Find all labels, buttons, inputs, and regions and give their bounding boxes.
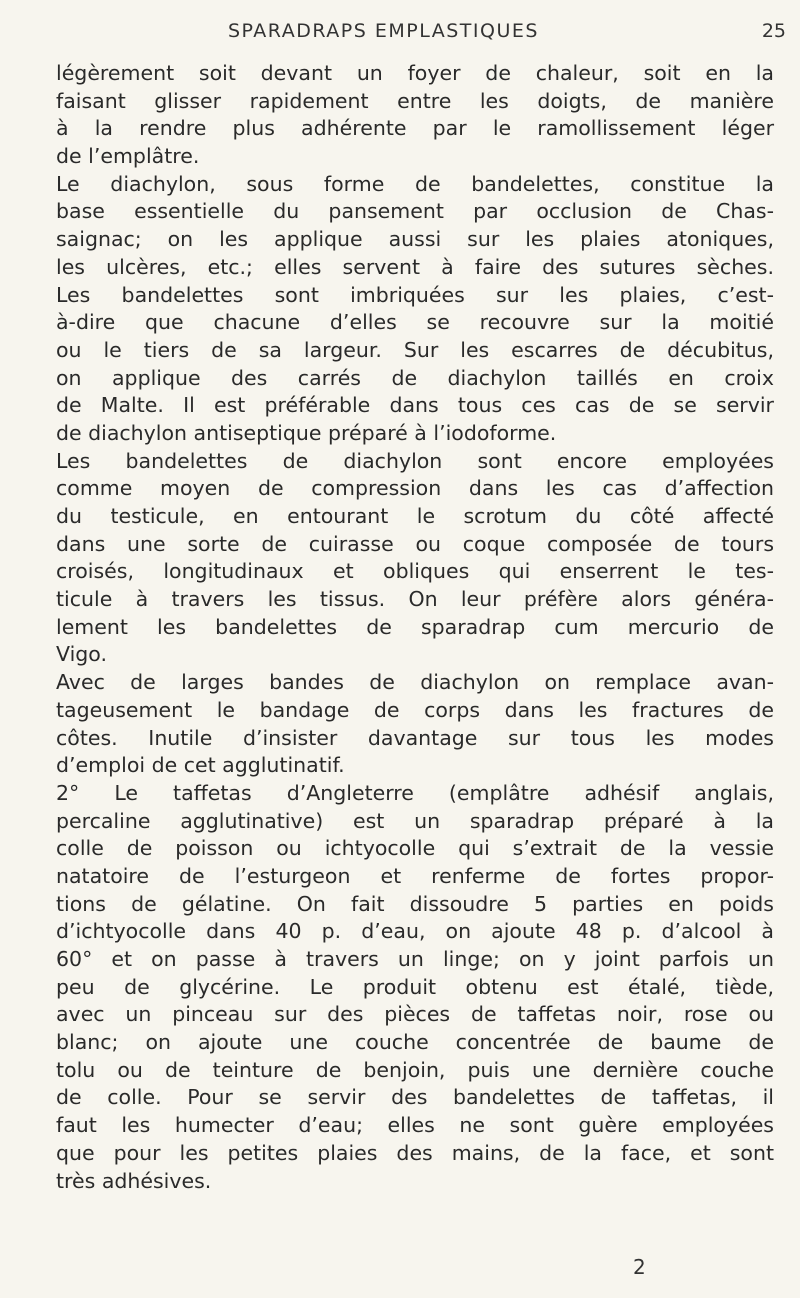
text-line-with-italic: 2° Le taffetas d’Angleterre (emplâtre adhésif anglais, [56,780,774,805]
text-line: de colle. Pour se servir des bandelettes de taffetas, il [56,1085,774,1110]
text-line: tions de gélatine. On fait dissoudre 5 parties en poids [56,891,774,916]
text-line: saignac; on les applique aussi sur les plaies atoniques, [56,227,774,252]
text-line: ou le tiers de sa largeur. Sur les escarres de décubitus, [56,337,774,362]
signature-mark: 2 [633,1255,646,1279]
text-line: croisés, longitudinaux et obliques qui enserrent le tes- [56,559,774,584]
text-line: base essentielle du pansement par occlusion de Chas- [56,199,774,224]
text-line: faut les humecter d’eau; elles ne sont guère employées [56,1113,774,1138]
text-line: Le diachylon, sous forme de bandelettes, constitue la [56,171,774,196]
text-line: Vigo. [56,642,107,667]
text-line: de l’emplâtre. [56,144,200,169]
text-line: à la rendre plus adhérente par le ramollissement léger [56,116,774,141]
text-line: Les bandelettes de diachylon sont encore employées [56,448,774,473]
text-line: d’ichtyocolle dans 40 p. d’eau, on ajoute 48 p. d’alcool à [56,919,774,944]
text-line: colle de poisson ou ichtyocolle qui s’extrait de la vessie [56,836,774,861]
text-line: dans une sorte de cuirasse ou coque composée de tours [56,531,774,556]
text-line: 60° et on passe à travers un linge; on y joint parfois un [56,947,774,971]
text-line: faisant glisser rapidement entre les doigts, de manière [56,88,774,113]
text-line: côtes. Inutile d’insister davantage sur tous les modes [56,725,774,750]
text-line: Les bandelettes sont imbriquées sur les plaies, c’est- [56,282,774,307]
text-line: tolu ou de teinture de benjoin, puis une dernière couche [56,1057,774,1082]
text-line: tageusement le bandage de corps dans les fractures de [56,697,774,722]
text-line: les ulcères, etc.; elles servent à faire des sutures sèches. [56,254,774,279]
text-line: Avec de larges bandes de diachylon on remplace avan- [56,670,774,695]
text-line: que pour les petites plaies des mains, de la face, et sont [56,1140,774,1165]
text-line: blanc; on ajoute une couche concentrée de baume de [56,1030,774,1055]
text-line: peu de glycérine. Le produit obtenu est étalé, tiède, [56,974,774,999]
body-text [56,60,774,1195]
text-line: du testicule, en entourant le scrotum du côté affecté [56,504,774,528]
text-line-with-italic: lement les bandelettes de sparadrap cum mercurio de [56,614,774,639]
text-line: natatoire de l’esturgeon et renferme de fortes propor- [56,863,774,888]
running-title: SPARADRAPS EMPLASTIQUES [228,20,539,42]
text-line: avec un pinceau sur des pièces de taffetas noir, rose ou [56,1002,774,1027]
text-line: très adhésives. [56,1168,212,1193]
text-line: de diachylon antiseptique préparé à l’iodoforme. [56,420,557,445]
page-number: 25 [761,20,786,42]
text-line: d’emploi de cet agglutinatif. [56,753,345,778]
text-line: de Malte. Il est préférable dans tous ces cas de se servir [56,393,774,418]
text-line: à-dire que chacune d’elles se recouvre sur la moitié [56,310,774,335]
text-line: on applique des carrés de diachylon taillés en croix [56,365,774,390]
running-head [0,20,800,50]
text-line: percaline agglutinative) est un sparadrap préparé à la [56,808,774,833]
text-line: comme moyen de compression dans les cas d’affection [56,476,774,501]
text-line: légèrement soit devant un foyer de chaleur, soit en la [56,61,774,85]
text-line: ticule à travers les tissus. On leur préfère alors généra- [56,587,774,612]
